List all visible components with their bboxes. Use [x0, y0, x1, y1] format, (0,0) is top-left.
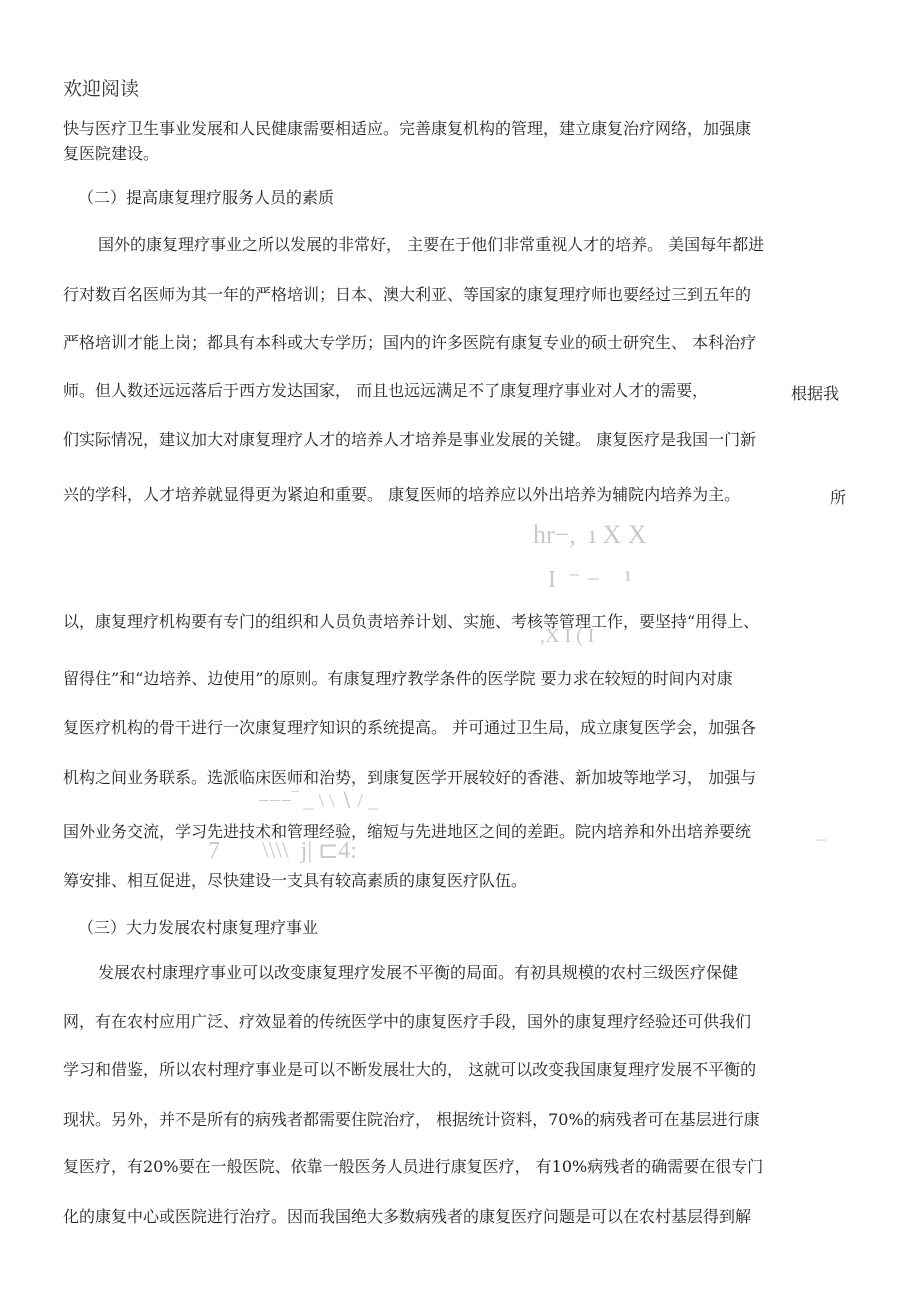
- paragraph-line: 机构之间业务联系。选派临床医师和治势，到康复医学开展较好的香港、新加坡等地学习， 加强与: [63, 768, 757, 787]
- page-header: 欢迎阅读: [63, 78, 140, 100]
- paragraph-line: 现状。另外，并不是所有的病残者都需要住院治疗， 根据统计资料，70%的病残者可在基层进行康: [63, 1110, 760, 1129]
- paragraph-line: 行对数百名医师为其一年的严格培训；日本、澳大利亚、等国家的康复理疗师也要经过三到五年的: [63, 285, 752, 304]
- paragraph-line: 国外的康复理疗事业之所以发展的非常好， 主要在于他们非常重视人才的培养。 美国每年都进: [98, 235, 765, 254]
- paragraph-line: 以，康复理疗机构要有专门的组织和人员负责培养计划、实施、考核等管理工作，要坚持“用得上、: [63, 612, 760, 631]
- paragraph-line: 发展农村康理疗事业可以改变康复理疗发展不平衡的局面。有初具规模的农村三级医疗保健: [98, 963, 739, 982]
- scan-artifact: hr−, ı X X: [533, 520, 647, 549]
- intro-line: 复医院建设。: [63, 144, 160, 163]
- paragraph-line: 严格培训才能上岗；都具有本科或大专学历；国内的许多医院有康复专业的硕士研究生、 本科治疗: [63, 333, 757, 352]
- paragraph-line: 国外业务交流，学习先进技术和管理经验，缩短与先进地区之间的差距。院内培养和外出培养要统: [63, 822, 752, 841]
- paragraph-line: 复医疗，有20%要在一般医院、依靠一般医务人员进行康复医疗， 有10%病残者的确需要在很专门: [63, 1157, 764, 1176]
- paragraph-line: 师。但人数还远远落后于西方发达国家， 而且也远远满足不了康复理疗事业对人才的需要，: [63, 381, 709, 400]
- paragraph-line: 复医疗机构的骨干进行一次康复理疗知识的系统提高。 并可通过卫生局，成立康复医学会，加强各: [63, 718, 757, 737]
- paragraph-line: 化的康复中心或医院进行治疗。因而我国绝大多数病残者的康复医疗问题是可以在农村基层得到解: [63, 1207, 752, 1226]
- scan-artifact: _: [817, 822, 826, 842]
- paragraph-line: 兴的学科，人才培养就显得更为紧迫和重要。 康复医师的培养应以外出培养为辅院内培养为主。: [63, 485, 741, 504]
- paragraph-line: 留得住”和“边培养、边使用”的原则。有康复理疗教学条件的医学院 要力求在较短的时间内对康: [63, 669, 733, 688]
- paragraph-line: 网，有在农村应用广泛、疗效显着的传统医学中的康复医疗手段，国外的康复理疗经验还可供我们: [63, 1012, 752, 1031]
- section-heading-3: （三）大力发展农村康复理疗事业: [78, 918, 319, 937]
- paragraph-line: 筹安排、相互促进，尽快建设一支具有较高素质的康复医疗队伍。: [63, 871, 528, 890]
- scan-artifact: ,X I ( I: [540, 625, 595, 647]
- paragraph-line: 们实际情况，建议加大对康复理疗人才的培养人才培养是事业发展的关键。 康复医疗是我国一门新: [63, 430, 757, 449]
- paragraph-line: 学习和借鉴，所以农村理疗事业是可以不断发展壮大的， 这就可以改变我国康复理疗发展不平衡的: [63, 1060, 757, 1079]
- scan-artifact: −−−‾ _ \ \ ∖ / _: [258, 790, 378, 812]
- paragraph-line-trail: 所: [830, 488, 847, 507]
- paragraph-line-trail: 根据我: [791, 384, 840, 403]
- scan-artifact: I ⁻ − ¹: [548, 567, 632, 593]
- section-heading-2: （二）提高康复理疗服务人员的素质: [78, 188, 335, 207]
- intro-line: 快与医疗卫生事业发展和人民健康需要相适应。完善康复机构的管理，建立康复治疗网络，加强康: [63, 119, 752, 138]
- scan-artifact: 7 \\\\ j| ⊏4:: [208, 838, 357, 864]
